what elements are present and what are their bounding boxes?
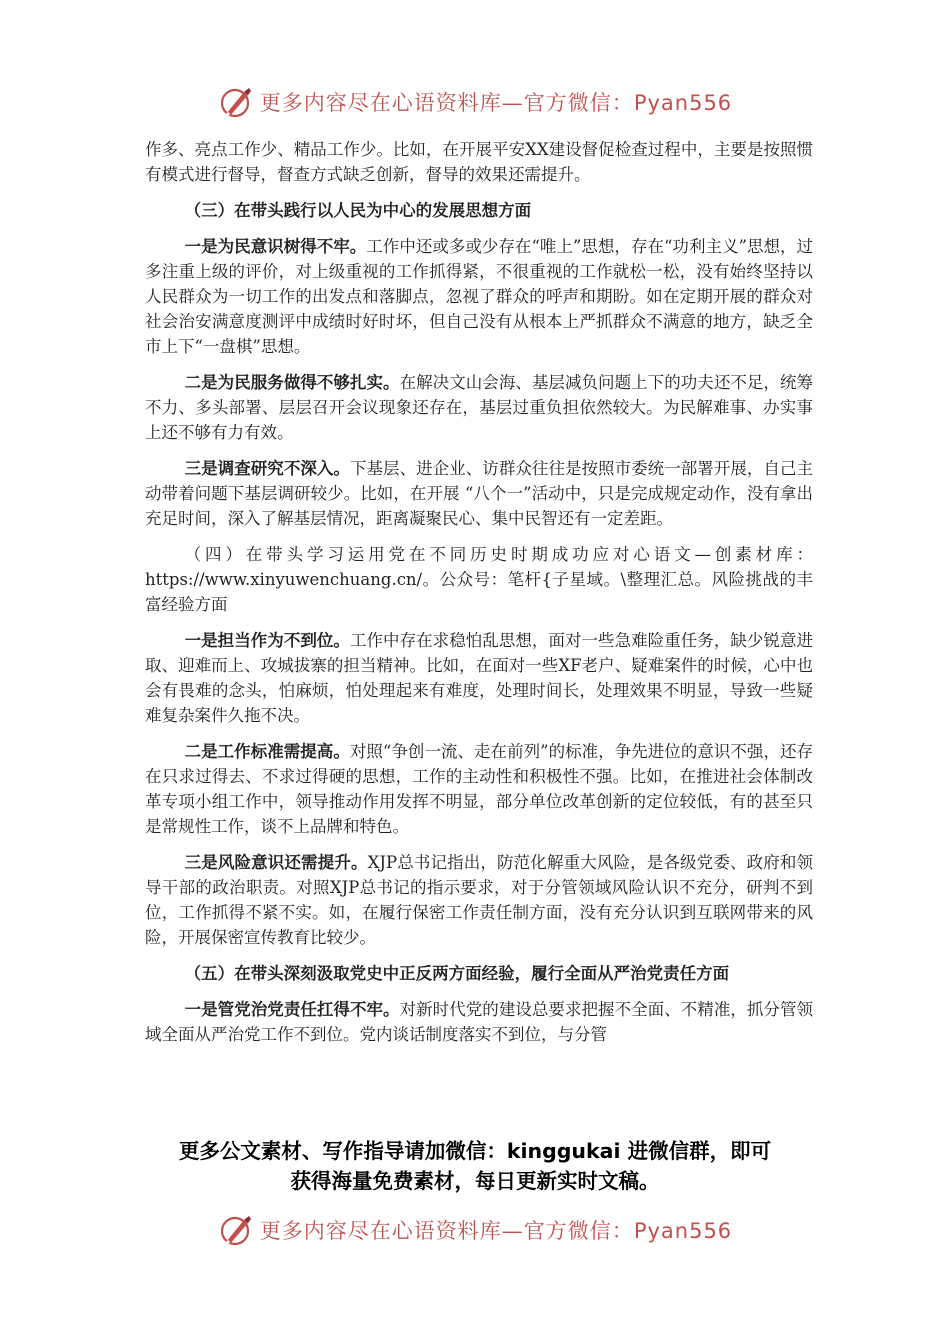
paragraph-lead: 三是风险意识还需提升。 (184, 853, 368, 872)
paragraph-continuation: 作多、亮点工作少、精品工作少。比如，在开展平安XX建设督促检查过程中，主要是按照惯有模式进行督导，督查方式缺乏创新，督导的效果还需提升。 (145, 140, 813, 184)
paragraph: 二是为民服务做得不够扎实。在解决文山会海、基层减负问题上下的功夫还不足，统筹不力、多头部署、层层召开会议现象还存在，基层过重负担依然较大。为民解难事、办实事上还不够有力有效。 (145, 373, 814, 442)
section-heading-3: （三）在带头践行以人民为中心的发展思想方面 (184, 201, 532, 220)
section-heading-5: （五）在带头深刻汲取党史中正反两方面经验，履行全面从严治党责任方面 (184, 964, 730, 983)
footer-banner-text: 更多内容尽在心语资料库—官方微信：Pyan556 (259, 1219, 733, 1243)
notice-line-1: 更多公文素材、写作指导请加微信：kinggukai 进微信群，即可 (178, 1139, 772, 1163)
paragraph: 三是风险意识还需提升。XJP总书记指出，防范化解重大风险，是各级党委、政府和领导干部的政治职责。对照XJP总书记的指示要求，对于分管领域风险认识不充分，研判不到位，工作抓得不紧不实。如，在履行保密工作责任制方面，没有充分认识到互联网带来的风险，开展保密宣传教育比较少。 (145, 853, 814, 947)
wechat-notice (0, 1136, 950, 1196)
paragraph-lead: 一是为民意识树得不牢。 (184, 237, 367, 256)
paragraph: 一是为民意识树得不牢。工作中还或多或少存在“唯上”思想，存在“功利主义”思想，过多注重上级的评价，对上级重视的工作抓得紧，不很重视的工作就松一松，没有始终坚持以人民群众为一切工作的出发点和落脚点，忽视了群众的呼声和期盼。如在定期开展的群众对社会治安满意度测评中成绩时好时坏，但自己没有从根本上严抓群众不满意的地方，缺乏全市上下“一盘棋”思想。 (145, 237, 813, 356)
paragraph: 三是调查研究不深入。下基层、进企业、访群众往往是按照市委统一部署开展，自己主动带着问题下基层调研较少。比如，在开展 “八个一”活动中，只是完成规定动作，没有拿出充足时间，深入了解基层情况，距离凝聚民心、集中民智还有一定差距。 (145, 459, 814, 528)
footer-banner (0, 1208, 950, 1252)
paragraph-lead: 二是工作标准需提高。 (184, 742, 350, 761)
paragraph: 一是管党治党责任扛得不牢。对新时代党的建设总要求把握不全面、不精准，抓分管领域全面从严治党工作不到位。党内谈话制度落实不到位，与分管 (145, 1000, 814, 1044)
pen-circle-logo-icon (218, 1212, 254, 1248)
paragraph-lead: 二是为民服务做得不够扎实。 (184, 373, 400, 392)
pen-circle-logo-icon (218, 84, 254, 120)
paragraph: 二是工作标准需提高。对照“争创一流、走在前列”的标准，争先进位的意识不强，还存在只求过得去、不求过得硬的思想，工作的主动性和积极性不强。比如，在推进社会体制改革专项小组工作中，领导推动作用发挥不明显，部分单位改革创新的定位较低，有的甚至只是常规性工作，谈不上品牌和特色。 (145, 742, 814, 836)
document-body (145, 137, 813, 1058)
notice-line-2: 获得海量免费素材，每日更新实时文稿。 (290, 1169, 660, 1193)
paragraph: 一是担当作为不到位。工作中存在求稳怕乱思想，面对一些急难险重任务，缺少锐意进取、迎难而上、攻城拔寨的担当精神。比如，在面对一些XF老户、疑难案件的时候，心中也会有畏难的念头，怕麻烦，怕处理起来有难度，处理时间长，处理效果不明显，导致一些疑难复杂案件久拖不决。 (145, 631, 814, 725)
header-banner-text: 更多内容尽在心语资料库—官方微信：Pyan556 (259, 91, 733, 115)
paragraph-lead: 三是调查研究不深入。 (184, 459, 350, 478)
header-banner (0, 80, 950, 124)
paragraph-lead: 一是担当作为不到位。 (184, 631, 350, 650)
section-heading-4: （四）在带头学习运用党在不同历史时期成功应对心语文—创素材库：https://www.xinyuwenchuang.cn/。公众号：笔杆{子星域。\整理汇总。风险挑战的丰富经验方面 (145, 545, 813, 614)
paragraph-lead: 一是管党治党责任扛得不牢。 (184, 1000, 400, 1019)
